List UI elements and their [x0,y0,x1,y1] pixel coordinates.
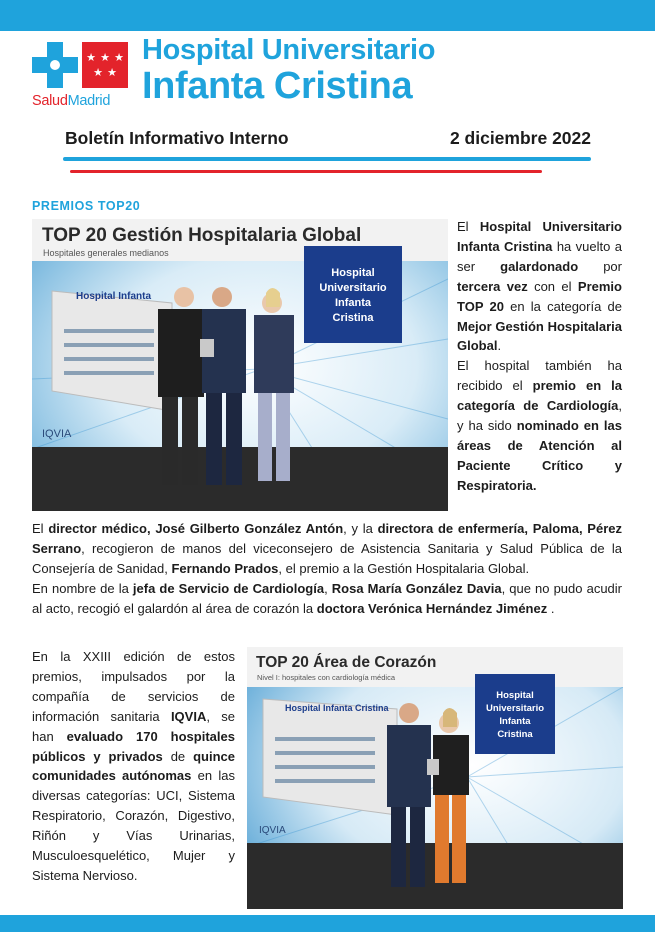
bold-text: doctora Verónica Hernández Jiménez [316,600,548,616]
bold-text: Premio TOP 20 [457,278,622,314]
text-run: , que no pudo acudir al acto, recogió el galardón al área de corazón la [32,580,622,616]
svg-text:★: ★ [93,66,103,79]
banner-title: TOP 20 Gestión Hospitalaria Global [42,225,362,246]
collectors-paragraph [32,519,622,619]
sign-line: Universitario [319,282,387,294]
sign-line: Hospital [331,267,375,279]
bulletin-title: Boletín Informativo Interno [65,128,289,148]
rich-paragraph [457,217,622,356]
text-run: , recogieron de manos del viceconsejero de Asistencia Sanitaria y Salud Pública de la Consejería de Sanidad, [32,540,622,576]
sign-line: Universitario [485,703,545,714]
text-run: . [547,600,555,616]
rich-paragraph [32,579,622,619]
bold-text: jefa de Servicio de Cardiología [132,580,325,596]
svg-text:★: ★ [107,66,117,79]
sign-line: Hospital [496,690,534,701]
header-divider-red [70,170,542,173]
iqvia-logo: IQVIA [42,428,72,440]
sign-line: Infanta [499,716,531,727]
rich-paragraph [457,356,622,495]
sign-line: Cristina [332,312,374,324]
bold-text: Mejor Gestión Hospitalaria Global [457,318,622,354]
building-sign: Hospital Infanta [76,291,152,302]
bold-text: quince comunidades autónomas [32,748,235,784]
bold-text: Rosa María González Davia [331,580,502,596]
bold-text: nominado en las áreas de Atención al Paciente Crítico y Respiratoria. [457,418,622,493]
text-run: , el premio a la Gestión Hospitalaria Global. [278,560,530,576]
banner-subtitle: Nivel I: hospitales con cardiología médica [257,673,395,682]
text-run: ha vuelto a ser [457,238,623,274]
sign-line: Cristina [497,729,533,740]
banner-title: TOP 20 Área de Corazón [256,654,437,671]
svg-text:★: ★ [86,51,96,64]
health-cross-icon [32,42,78,88]
text-run: por [578,258,622,274]
top-accent-bar [0,0,655,31]
bulletin-date: 2 diciembre 2022 [449,128,591,148]
sign-line: Infanta [334,297,372,309]
award-photo-heart-area [247,647,623,909]
section-title: PREMIOS TOP20 [32,199,141,213]
salud-madrid-logo [32,42,128,112]
hospital-title-line2: Infanta Cristina [142,65,413,107]
text-run: con el [527,278,578,294]
text-run: En nombre de la [32,580,133,596]
text-run: El hospital también ha recibido el [457,358,622,394]
text-run: de [162,748,194,764]
text-run: , y ha sido [457,398,622,434]
intro-paragraph [457,217,622,496]
text-run: en la categoría de [503,298,622,314]
text-run: , y la [343,521,378,536]
iqvia-logo: IQVIA [259,825,286,836]
svg-text:★: ★ [100,51,110,64]
header-divider-blue [63,157,591,161]
bottom-accent-bar [0,915,655,932]
bold-text: premio en la categoría de Cardiología [457,378,622,414]
text-run: . [497,338,502,354]
logo-wordmark: SaludMadrid [32,93,111,109]
edition-paragraph [32,647,235,886]
bold-text: galardonado [500,258,579,274]
hospital-title [142,36,435,105]
bulletin-header [65,128,591,149]
building-sign: Hospital Infanta Cristina [285,703,389,713]
madrid-flag-icon [82,42,128,88]
rich-paragraph [32,519,622,579]
hospital-title-line1: Hospital Universitario [142,34,436,66]
svg-text:★: ★ [114,51,124,64]
award-photo-global-management [32,219,448,511]
bold-text: director médico, José Gilberto González Antón [48,521,344,536]
text-run: El [457,219,480,234]
text-run: El [32,521,49,536]
bold-text: tercera vez [457,278,528,294]
bold-text: evaluado 170 hospitales públicos y privados [32,728,235,764]
text-run: En la XXIII edición de estos premios, impulsados por la compañía de servicios de información sanitaria [32,649,235,724]
text-run: , se han [32,708,235,744]
bold-text: Fernando Prados [171,560,279,576]
text-run: en las diversas categorías: UCI, Sistema Respiratorio, Corazón, Digestivo, Riñón y Vías Urinarias, Musculoesquelético, Mujer y Sistema Nervioso. [32,768,235,883]
bold-text: Hospital Universitario Infanta Cristina [457,219,622,254]
banner-subtitle: Hospitales generales medianos [43,248,169,258]
bold-text: directora de enfermería, Paloma, Pérez Serrano [32,521,622,556]
rich-paragraph [32,647,235,886]
bold-text: IQVIA [170,708,207,724]
text-run: , [324,580,332,596]
